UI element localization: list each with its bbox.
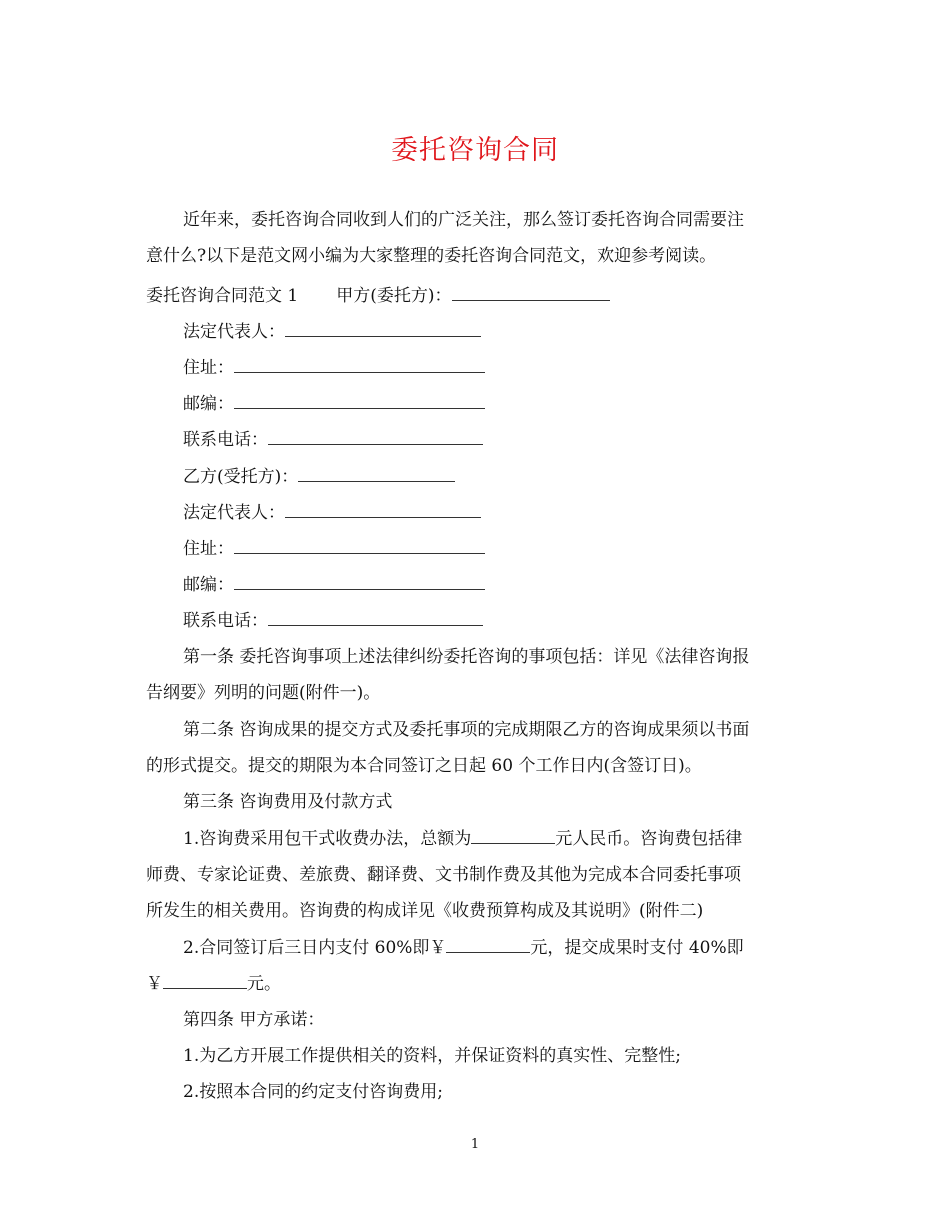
sample-label: 委托咨询合同范文 1 [146,286,299,306]
article-2-line-1: 第二条 咨询成果的提交方式及委托事项的完成期限乙方的咨询成果须以书面 [183,720,750,740]
party-a-phone-label: 联系电话： [183,430,268,450]
article-1-line-1: 第一条 委托咨询事项上述法律纠纷委托咨询的事项包括：详见《法律咨询报 [183,647,750,667]
party-b-phone-blank [268,609,483,626]
article-3-item-2-text-c: 元。 [247,974,281,994]
party-b-phone-line [183,609,853,632]
party-a-postcode-label: 邮编： [183,394,234,414]
article-4-heading: 第四条 甲方承诺： [183,1010,325,1030]
page-number: 1 [470,1137,480,1152]
party-b-legal-rep-blank [285,501,481,518]
document-title: 委托咨询合同 [391,135,559,166]
intro-line-1: 近年来，委托咨询合同收到人们的广泛关注，那么签订委托咨询合同需要注 [183,210,744,230]
first-payment-blank [446,936,530,953]
fee-total-blank [471,827,555,844]
article-3-item-1-line-1 [183,827,853,850]
article-3-item-2-line-2 [146,972,816,995]
party-b-line [183,465,853,488]
party-b-legal-rep-label: 法定代表人： [183,503,285,523]
party-a-phone-blank [268,428,483,445]
party-a-legal-rep-line [183,320,853,343]
intro-line-2: 意什么?以下是范文网小编为大家整理的委托咨询合同范文，欢迎参考阅读。 [146,246,717,266]
party-b-postcode-blank [234,573,485,590]
party-b-address-label: 住址： [183,539,234,559]
party-a-postcode-line [183,392,853,415]
party-b-phone-label: 联系电话： [183,611,268,631]
article-3-item-1-line-2: 师费、专家论证费、差旅费、翻译费、文书制作费及其他为完成本合同委托事项 [146,865,741,885]
party-a-phone-line [183,428,853,451]
article-3-item-2-text-b: 元，提交成果时支付 40%即 [530,938,744,958]
second-payment-blank [163,972,247,989]
article-3-item-1-text-a: 1.咨询费采用包干式收费办法，总额为 [183,829,472,849]
party-b-address-blank [234,537,485,554]
party-a-label: 甲方(委托方)： [336,286,452,306]
party-a-blank [452,284,610,301]
party-b-legal-rep-line [183,501,853,524]
article-3-item-2-text-a: 2.合同签订后三日内支付 60%即￥ [183,938,447,958]
party-b-postcode-line [183,573,853,596]
sample-heading-line [146,284,816,307]
party-a-address-label: 住址： [183,358,234,378]
article-3-heading: 第三条 咨询费用及付款方式 [183,792,393,812]
article-1-line-2: 告纲要》列明的问题(附件一)。 [146,683,381,703]
party-a-address-blank [234,356,485,373]
article-3-item-1-text-b: 元人民币。咨询费包括律 [555,829,743,849]
party-a-postcode-blank [234,392,485,409]
party-b-postcode-label: 邮编： [183,575,234,595]
party-b-label: 乙方(受托方)： [183,467,299,487]
party-a-legal-rep-label: 法定代表人： [183,322,285,342]
party-b-blank [298,465,455,482]
article-4-item-2: 2.按照本合同的约定支付咨询费用; [183,1082,443,1102]
article-2-line-2: 的形式提交。提交的期限为本合同签订之日起 60 个工作日内(含签订日)。 [146,756,702,776]
party-a-legal-rep-blank [285,320,481,337]
party-a-address-line [183,356,853,379]
article-3-item-1-line-3: 所发生的相关费用。咨询费的构成详见《收费预算构成及其说明》(附件二) [146,901,704,921]
article-3-item-2-line-1 [183,936,853,959]
party-b-address-line [183,537,853,560]
article-4-item-1: 1.为乙方开展工作提供相关的资料，并保证资料的真实性、完整性; [183,1046,681,1066]
yen-sign: ￥ [146,974,163,994]
